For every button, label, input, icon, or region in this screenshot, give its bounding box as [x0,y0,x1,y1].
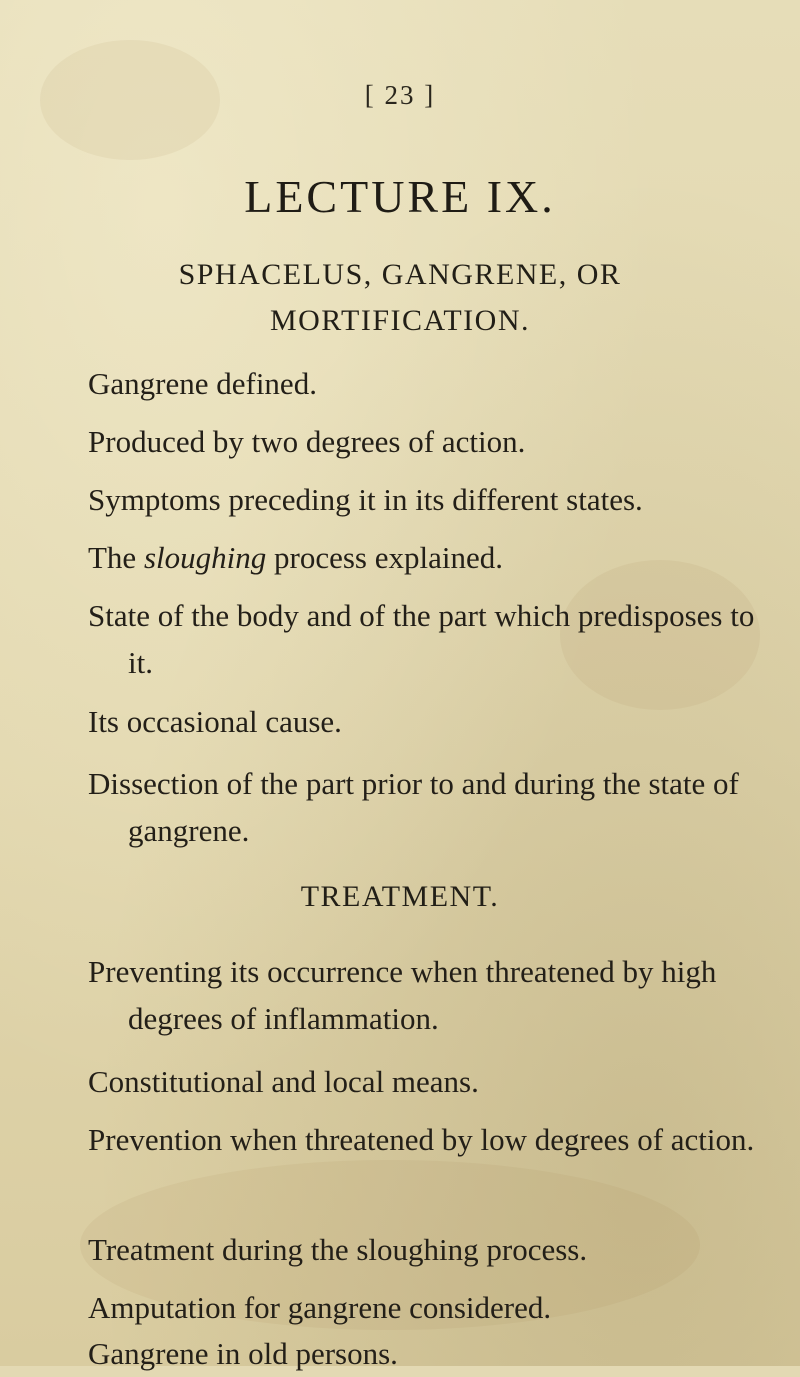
treatment-entry: Preventing its occurrence when threatened by high degrees of inflammation. [88,954,717,1036]
contents-entry: State of the body and of the part which predisposes to it. [88,598,755,680]
page-number: [ 23 ] [364,80,436,110]
treatment-entry: Prevention when threatened by low degrees of action. [88,1122,755,1157]
contents-entry: Produced by two degrees of action. [88,424,526,459]
treatment-entry: Treatment during the sloughing process. [88,1232,588,1267]
treatment-entry: Gangrene in old persons. [88,1336,398,1371]
treatment-entry: Constitutional and local means. [88,1064,479,1099]
subject-line: MORTIFICATION. [269,304,531,337]
treatment-heading: TREATMENT. [300,880,500,913]
subject-line: SPHACELUS, GANGRENE, OR [178,258,622,291]
contents-entry: Dissection of the part prior to and during the state of gangrene. [88,766,739,848]
contents-entry-sloughing [88,534,768,581]
entry-text: process explained. [266,540,503,575]
lecture-subject [0,252,800,344]
contents-entry: Its occasional cause. [88,704,342,739]
contents-entry: Gangrene defined. [88,366,317,401]
contents-entry: Symptoms preceding it in its different states. [88,482,643,517]
entry-emphasis: sloughing [143,540,267,575]
entry-text: The [88,540,144,575]
lecture-title: LECTURE IX. [244,171,556,222]
treatment-entry: Amputation for gangrene considered. [88,1290,552,1325]
